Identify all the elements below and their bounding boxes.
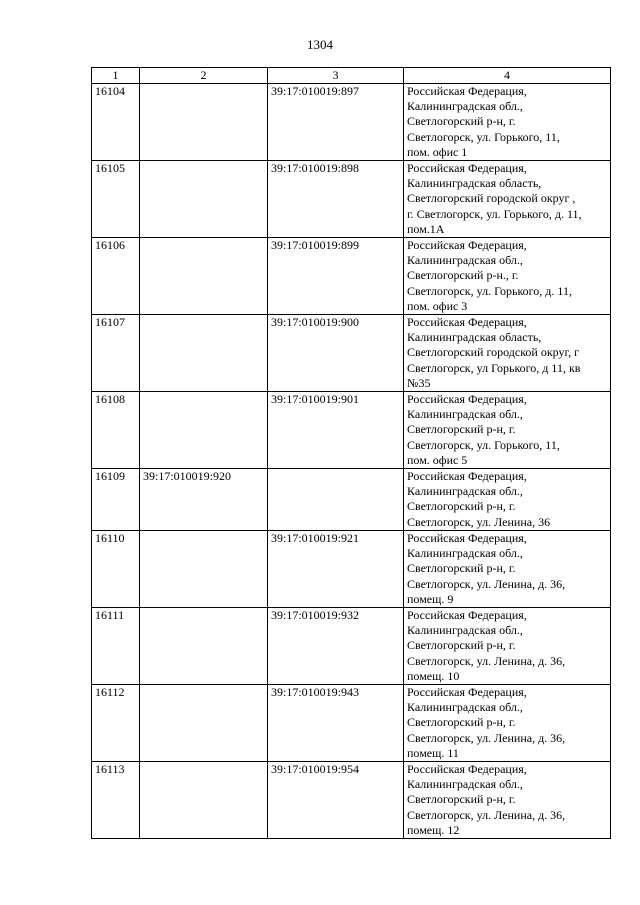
address-cell: [404, 761, 611, 838]
column-2-cell: [140, 607, 268, 684]
column-header-4: 4: [404, 68, 611, 84]
address-line: пом.1А: [407, 221, 445, 236]
address-line: Светлогорский городской округ ,: [407, 191, 576, 206]
address-line: Светлогорск, ул. Ленина, д. 36,: [407, 653, 566, 668]
record-number-cell: 16110: [92, 530, 140, 607]
cadastral-number-cell: 39:17:010019:932: [268, 607, 404, 684]
address-cell: [404, 684, 611, 761]
cadastral-number-cell: 39:17:010019:943: [268, 684, 404, 761]
record-number-cell: 16112: [92, 684, 140, 761]
address-line: пом. офис 3: [407, 298, 468, 313]
address-line: г. Светлогорск, ул. Горького, д. 11,: [407, 206, 582, 221]
address-cell: [404, 161, 611, 238]
address-line: Российская Федерация,: [407, 684, 527, 699]
column-2-cell: 39:17:010019:920: [140, 469, 268, 531]
address-line: Светлогорский городской округ, г: [407, 345, 579, 360]
cadastral-number-cell: 39:17:010019:897: [268, 84, 404, 161]
address-line: Светлогорский р-н, г.: [407, 561, 516, 576]
address-line: Светлогорский р-н, г.: [407, 114, 516, 129]
address-cell: [404, 607, 611, 684]
page-number: 1304: [307, 37, 333, 52]
address-line: Российская Федерация,: [407, 392, 527, 407]
table-row: [92, 607, 611, 684]
address-line: Светлогорский р-н, г.: [407, 792, 516, 807]
table-row: [92, 238, 611, 315]
header-row: [92, 68, 611, 84]
address-cell: [404, 84, 611, 161]
address-line: пом. офис 5: [407, 452, 468, 467]
address-line: Калининградская обл.,: [407, 99, 523, 114]
column-2-cell: [140, 530, 268, 607]
address-line: Калининградская обл.,: [407, 484, 523, 499]
address-cell: [404, 469, 611, 531]
address-line: Калининградская обл.,: [407, 546, 523, 561]
address-line: Калининградская область,: [407, 176, 542, 191]
table-row: [92, 315, 611, 392]
address-line: Светлогорск, ул. Горького, 11,: [407, 437, 560, 452]
record-number-cell: 16106: [92, 238, 140, 315]
address-line: Российская Федерация,: [407, 315, 527, 330]
table-body: [92, 84, 611, 839]
address-cell: [404, 238, 611, 315]
cadastral-number-cell: 39:17:010019:900: [268, 315, 404, 392]
address-line: Светлогорск, ул. Ленина, д. 36,: [407, 807, 566, 822]
column-header-2: 2: [140, 68, 268, 84]
table-row: [92, 84, 611, 161]
record-number-cell: 16113: [92, 761, 140, 838]
address-line: Светлогорский р-н, г.: [407, 638, 516, 653]
address-line: Калининградская область,: [407, 330, 542, 345]
address-line: Российская Федерация,: [407, 84, 527, 98]
address-line: Российская Федерация,: [407, 161, 527, 176]
cadastral-number-cell: 39:17:010019:921: [268, 530, 404, 607]
column-2-cell: [140, 84, 268, 161]
record-number-cell: 16104: [92, 84, 140, 161]
table-row: [92, 392, 611, 469]
column-2-cell: [140, 392, 268, 469]
address-line: Калининградская обл.,: [407, 253, 523, 268]
record-number-cell: 16109: [92, 469, 140, 531]
record-number-cell: 16108: [92, 392, 140, 469]
address-cell: [404, 530, 611, 607]
column-2-cell: [140, 761, 268, 838]
column-2-cell: [140, 315, 268, 392]
cadastral-number-cell: 39:17:010019:899: [268, 238, 404, 315]
address-line: Светлогорск, ул. Горького, д. 11,: [407, 283, 572, 298]
cadastral-number-cell: [268, 469, 404, 531]
registry-table: [91, 67, 611, 839]
address-line: Калининградская обл.,: [407, 777, 523, 792]
address-line: Светлогорский р-н, г.: [407, 499, 516, 514]
record-number-cell: 16105: [92, 161, 140, 238]
table-row: [92, 469, 611, 531]
table-row: [92, 161, 611, 238]
address-line: Светлогорский р-н, г.: [407, 715, 516, 730]
address-cell: [404, 315, 611, 392]
address-line: Российская Федерация,: [407, 530, 527, 545]
address-line: Калининградская обл.,: [407, 623, 523, 638]
address-cell: [404, 392, 611, 469]
record-number-cell: 16111: [92, 607, 140, 684]
table-row: [92, 761, 611, 838]
address-line: Светлогорский р-н, г.: [407, 422, 516, 437]
address-line: помещ. 11: [407, 745, 459, 760]
address-line: помещ. 9: [407, 591, 454, 606]
address-line: Российская Федерация,: [407, 607, 527, 622]
column-2-cell: [140, 684, 268, 761]
column-2-cell: [140, 161, 268, 238]
address-line: Российская Федерация,: [407, 761, 527, 776]
address-line: Калининградская обл.,: [407, 407, 523, 422]
table-row: [92, 684, 611, 761]
column-header-1: 1: [92, 68, 140, 84]
address-line: Светлогорск, ул. Ленина, д. 36,: [407, 730, 566, 745]
address-line: Калининградская обл.,: [407, 700, 523, 715]
address-line: Светлогорск, ул. Горького, 11,: [407, 129, 560, 144]
address-line: №35: [407, 375, 431, 390]
record-number-cell: 16107: [92, 315, 140, 392]
address-line: Светлогорск, ул. Ленина, 36: [407, 514, 551, 529]
column-header-3: 3: [268, 68, 404, 84]
address-line: пом. офис 1: [407, 144, 468, 159]
address-line: Российская Федерация,: [407, 238, 527, 253]
cadastral-number-cell: 39:17:010019:901: [268, 392, 404, 469]
address-line: помещ. 10: [407, 668, 460, 683]
table-header: [92, 68, 611, 84]
cadastral-number-cell: 39:17:010019:898: [268, 161, 404, 238]
address-line: помещ. 12: [407, 822, 460, 837]
address-line: Светлогорск, ул. Ленина, д. 36,: [407, 576, 566, 591]
cadastral-number-cell: 39:17:010019:954: [268, 761, 404, 838]
column-2-cell: [140, 238, 268, 315]
address-line: Российская Федерация,: [407, 469, 527, 484]
address-line: Светлогорский р-н., г.: [407, 268, 519, 283]
address-line: Светлогорск, ул Горького, д 11, кв: [407, 360, 581, 375]
table-row: [92, 530, 611, 607]
